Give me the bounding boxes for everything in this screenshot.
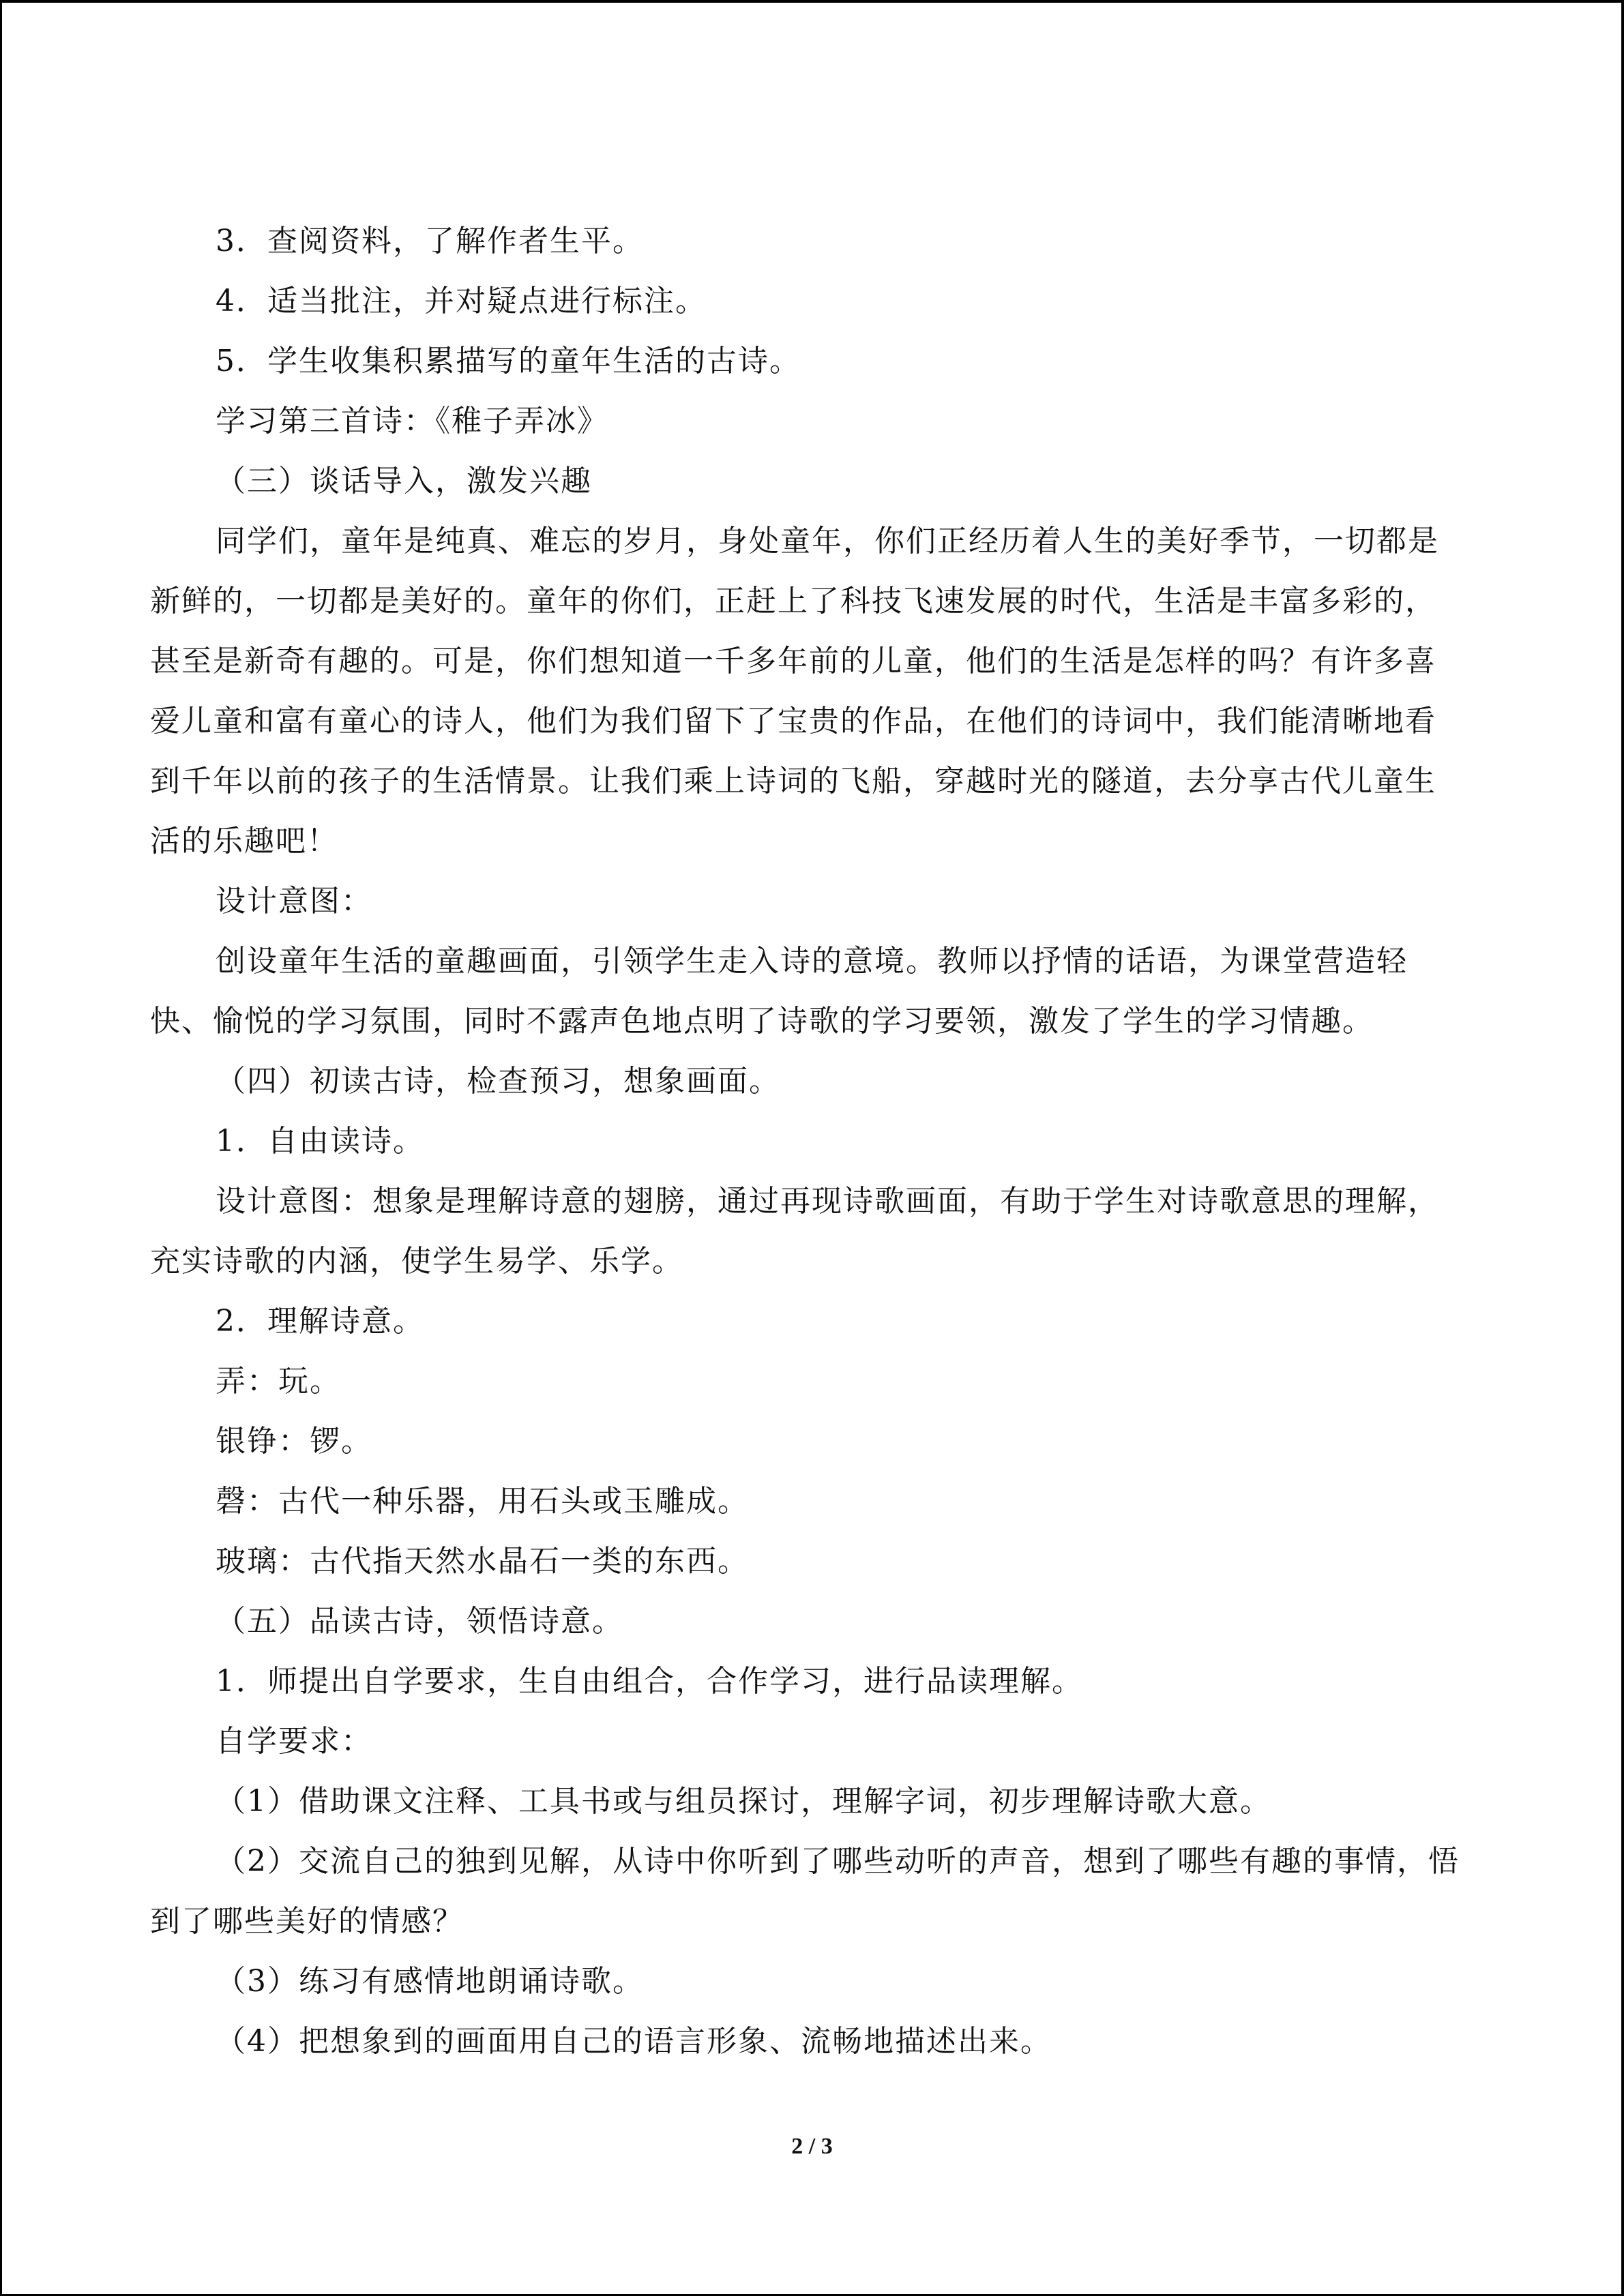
page-number: 2 / 3 — [791, 2134, 833, 2159]
paragraph: （4）把想象到的画面用自己的语言形象、流畅地描述出来。 — [216, 2024, 1052, 2059]
document-body — [150, 211, 1460, 2072]
paragraph: 银铮：锣。 — [216, 1424, 372, 1459]
paragraph: 玻璃：古代指天然水晶石一类的东西。 — [216, 1544, 749, 1579]
paragraph: 1．师提出自学要求，生自由组合，合作学习，进行品读理解。 — [216, 1664, 1083, 1699]
paragraph: 创设童年生活的童趣画面，引领学生走入诗的意境。教师以抒情的话语，为课堂营造轻快、愉悦的学习氛围，同时不露声色地点明了诗歌的学习要领，激发了学生的学习情趣。 — [150, 944, 1408, 1039]
paragraph: 2．理解诗意。 — [216, 1304, 424, 1339]
paragraph: 同学们，童年是纯真、难忘的岁月，身处童年，你们正经历着人生的美好季节，一切都是新鲜的，一切都是美好的。童年的你们，正赶上了科技飞速发展的时代，生活是丰富多彩的，甚至是新奇有趣的。可是，你们想知道一千多年前的儿童，他们的生活是怎样的吗？有许多喜爱儿童和富有童心的诗人，他们为我们留下了宝贵的作品，在他们的诗词中，我们能清晰地看到千年以前的孩子的生活情景。让我们乘上诗词的飞船，穿越时光的隧道，去分享古代儿童生活的乐趣吧！ — [150, 524, 1439, 859]
section-heading: （五）品读古诗，领悟诗意。 — [216, 1604, 623, 1639]
section-heading: （三）谈话导入，激发兴趣 — [216, 464, 592, 498]
paragraph: 设计意图： — [216, 884, 372, 919]
paragraph: （3）练习有感情地朗诵诗歌。 — [216, 1964, 644, 1999]
paragraph: 学习第三首诗：《稚子弄冰》 — [216, 404, 608, 438]
paragraph: 5．学生收集积累描写的童年生活的古诗。 — [216, 344, 801, 378]
paragraph: 设计意图：想象是理解诗意的翅膀，通过再现诗歌画面，有助于学生对诗歌意思的理解，充实诗歌的内涵，使学生易学、乐学。 — [150, 1184, 1439, 1279]
paragraph: 弄：玩。 — [216, 1364, 341, 1399]
paragraph: 3．查阅资料，了解作者生平。 — [216, 224, 644, 258]
paragraph: 磬：古代一种乐器，用石头或玉雕成。 — [216, 1484, 749, 1519]
section-heading: （四）初读古诗，检查预习，想象画面。 — [216, 1064, 780, 1099]
paragraph: 4．适当批注，并对疑点进行标注。 — [216, 284, 707, 318]
paragraph: 自学要求： — [216, 1724, 372, 1759]
paragraph: （1）借助课文注释、工具书或与组员探讨，理解字词，初步理解诗歌大意。 — [216, 1784, 1271, 1819]
paragraph: （2）交流自己的独到见解，从诗中你听到了哪些动听的声音，想到了哪些有趣的事情，悟到了哪些美好的情感？ — [150, 1844, 1460, 1939]
paragraph: 1．自由读诗。 — [216, 1124, 424, 1159]
